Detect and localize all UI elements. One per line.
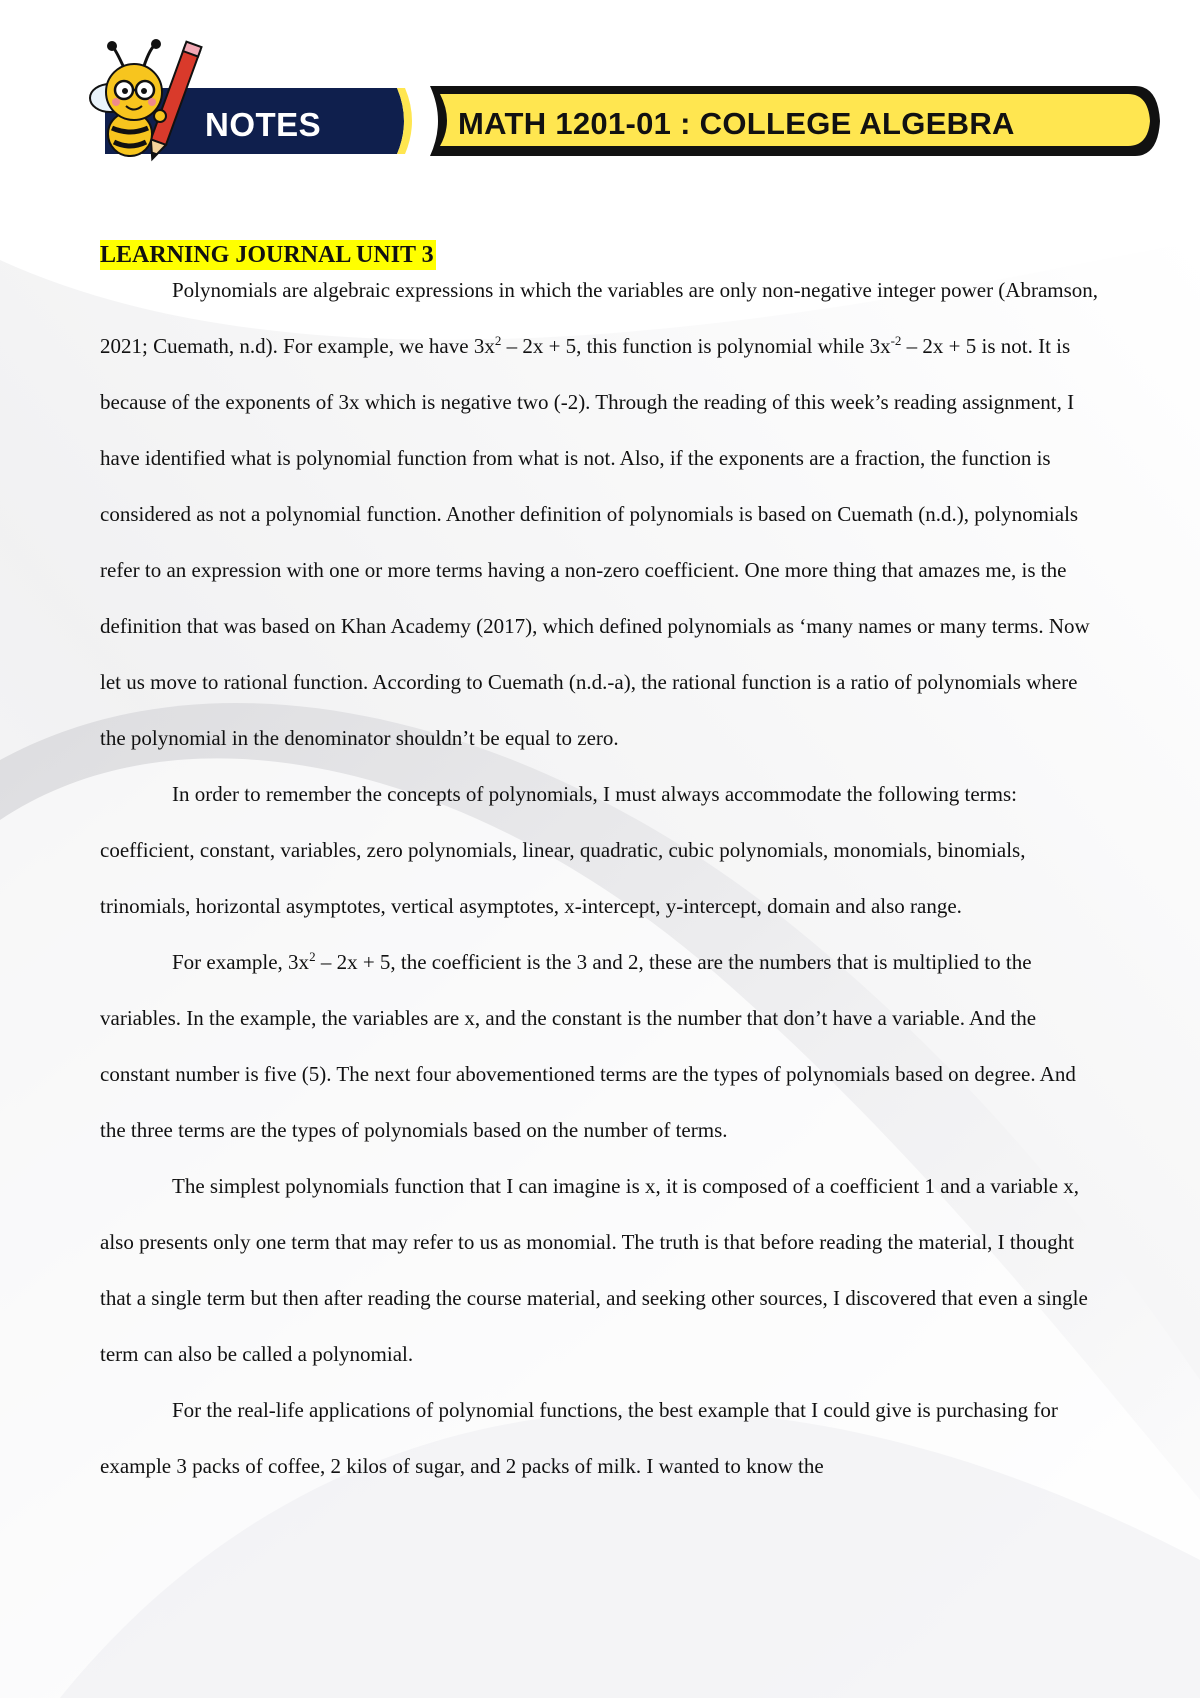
paragraph-text: For example, 3x xyxy=(172,950,310,974)
paragraph-text: The simplest polynomials function that I can imagine is x, it is composed of a coefficient 1 and a variable x, also presents only one term that may refer to us as monomial. The truth is that before reading the material, I thought that a single term but then after reading the course material, and seeking other sources, I discovered that even a single term can also be called a polynomial. xyxy=(100,1174,1088,1366)
exponent: 2 xyxy=(494,333,502,348)
exponent: 2 xyxy=(309,949,316,964)
paragraph-text: In order to remember the concepts of polynomials, I must always accommodate the following terms: coefficient, constant, variables, zero polynomials, linear, quadratic, cubic polynomials, monomials, binomials, trinomials, horizontal asymptotes, vertical asymptotes, x-intercept, y-intercept, domain and also range. xyxy=(100,782,1026,918)
paragraph-polynomial-definition xyxy=(100,262,1100,766)
paragraph-text: – 2x + 5, the coefficient is the 3 and 2, these are the numbers that is multiplied to the variables. In the example, the variables are x, and the constant is the number that don’t have a variable. And the constant number is five (5). The next four abovementioned terms are the types of polynomials based on degree. And the three terms are the types of polynomials based on the number of terms. xyxy=(100,950,1076,1142)
exponent: -2 xyxy=(890,333,902,348)
paragraph-terms xyxy=(100,766,1100,934)
bee-mascot-with-pencil-icon xyxy=(72,36,212,166)
course-title: MATH 1201-01 : COLLEGE ALGEBRA xyxy=(458,106,1015,141)
paragraph-text: – 2x + 5, this function is polynomial while 3x xyxy=(501,334,891,358)
document-title: LEARNING JOURNAL UNIT 3 xyxy=(100,242,434,268)
document-body xyxy=(100,240,1100,1494)
paragraph-text: Polynomials are algebraic expressions in which the variables are only non-negative integer power (Abramson, 2021; Cuemath, n.d). For example, we have 3x xyxy=(100,278,1099,358)
paragraph-text: For the real-life applications of polynomial functions, the best example that I could give is purchasing for example 3 packs of coffee, 2 kilos of sugar, and 2 packs of milk. I wanted to know the xyxy=(100,1398,1058,1478)
paragraph-example xyxy=(100,934,1100,1158)
paragraph-real-life xyxy=(100,1382,1100,1494)
paragraph-text: – 2x + 5 is not. It is because of the exponents of 3x which is negative two (-2). Through the reading of this week’s reading assignment, I have identified what is polynomial function from what is not. Also, if the exponents are a fraction, the function is considered as not a polynomial function. Another definition of polynomials is based on Cuemath (n.d.), polynomials refer to an expression with one or more terms having a non-zero coefficient. One more thing that amazes me, is the definition that was based on Khan Academy (2017), which defined polynomials as ‘many names or many terms. Now let us move to rational function. According to Cuemath (n.d.-a), the rational function is a ratio of polynomials where the polynomial in the denominator shouldn’t be equal to zero. xyxy=(100,334,1090,750)
paragraph-simplest-polynomial xyxy=(100,1158,1100,1382)
notes-label: NOTES xyxy=(205,106,322,143)
